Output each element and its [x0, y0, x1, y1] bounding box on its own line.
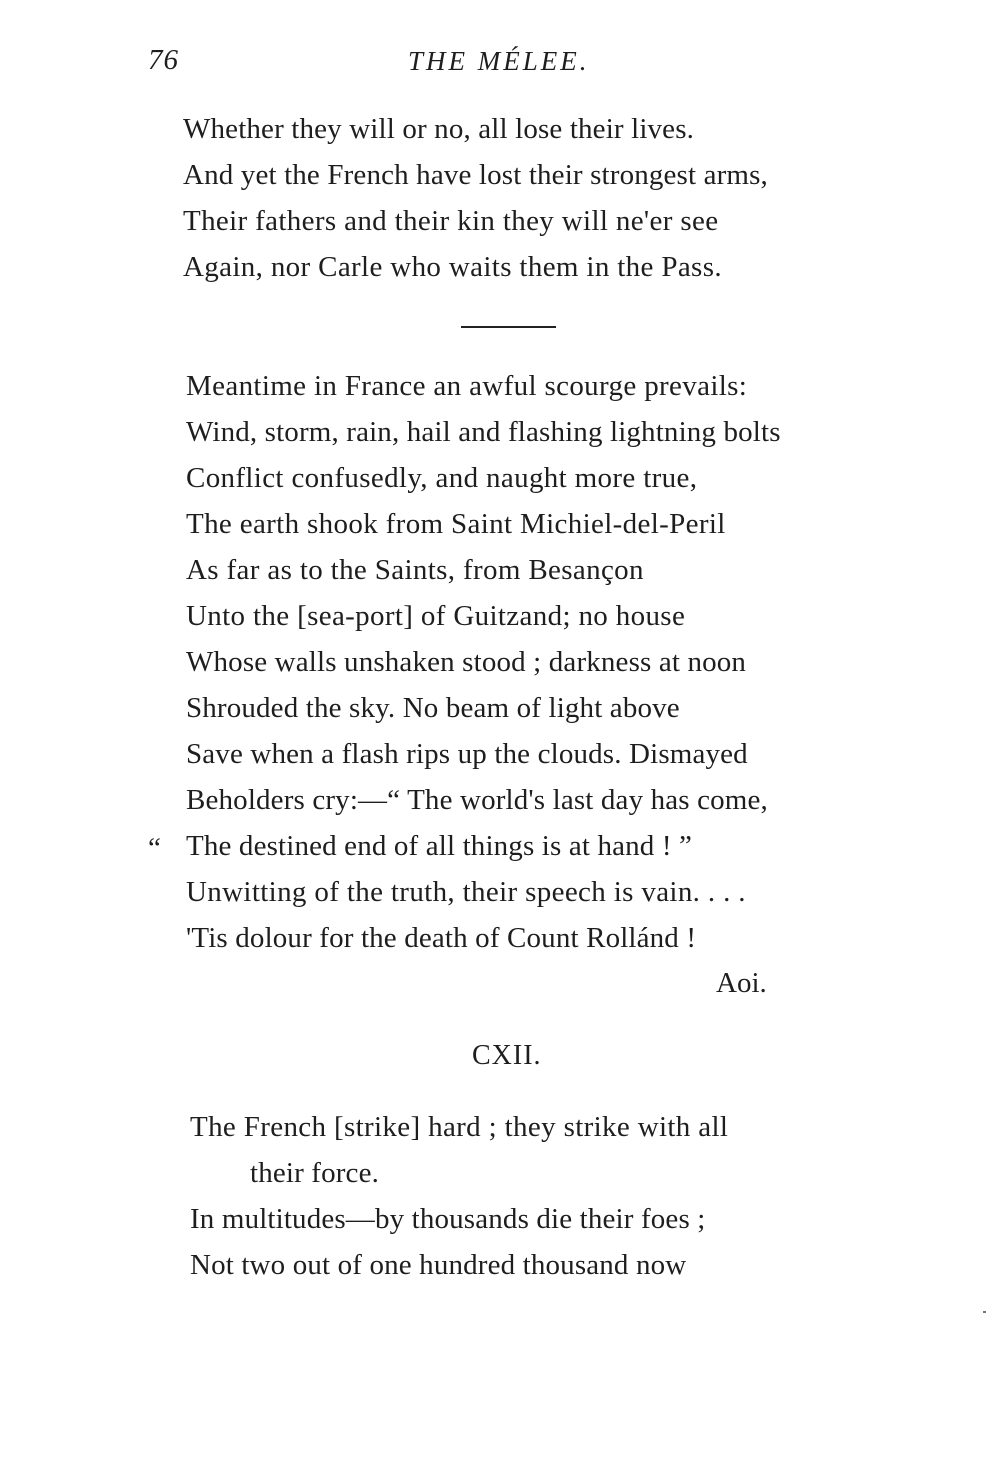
verse-line: As far as to the Saints, from Besançon [186, 554, 644, 586]
verse-line: In multitudes—by thousands die their foes ; [190, 1203, 706, 1235]
opening-quote-mark: “ [148, 832, 161, 864]
verse-line: Again, nor Carle who waits them in the Pass. [183, 251, 722, 283]
page-number: 76 [148, 44, 179, 76]
section-divider [461, 326, 556, 328]
print-speck [983, 1311, 986, 1313]
verse-line: And yet the French have lost their strongest arms, [183, 159, 768, 191]
verse-line: Wind, storm, rain, hail and flashing lightning bolts [186, 416, 781, 448]
verse-line: The destined end of all things is at hand ! ” [186, 830, 693, 862]
verse-line: Beholders cry:—“ The world's last day has come, [186, 784, 768, 816]
verse-line-continuation: their force. [250, 1157, 380, 1189]
verse-line: The earth shook from Saint Michiel-del-Peril [186, 508, 726, 540]
verse-line: The French [strike] hard ; they strike with all [190, 1111, 729, 1143]
verse-line: Not two out of one hundred thousand now [190, 1249, 687, 1281]
running-head: THE MÉLEE. [408, 46, 590, 76]
verse-line: Unwitting of the truth, their speech is vain. . . . [186, 876, 746, 908]
refrain-aoi: Aoi. [716, 967, 767, 999]
verse-line: Whose walls unshaken stood ; darkness at noon [186, 646, 747, 678]
verse-line: Meantime in France an awful scourge prevails: [186, 370, 748, 402]
verse-line: Their fathers and their kin they will ne'er see [183, 205, 719, 237]
verse-line: Conflict confusedly, and naught more true, [186, 462, 698, 494]
verse-line: Shrouded the sky. No beam of light above [186, 692, 680, 724]
verse-line: Save when a flash rips up the clouds. Dismayed [186, 738, 748, 770]
verse-line: 'Tis dolour for the death of Count Rollánd ! [186, 922, 697, 954]
verse-line: Whether they will or no, all lose their lives. [183, 113, 695, 145]
verse-line: Unto the [sea-port] of Guitzand; no house [186, 600, 686, 632]
section-heading: CXII. [472, 1040, 542, 1071]
